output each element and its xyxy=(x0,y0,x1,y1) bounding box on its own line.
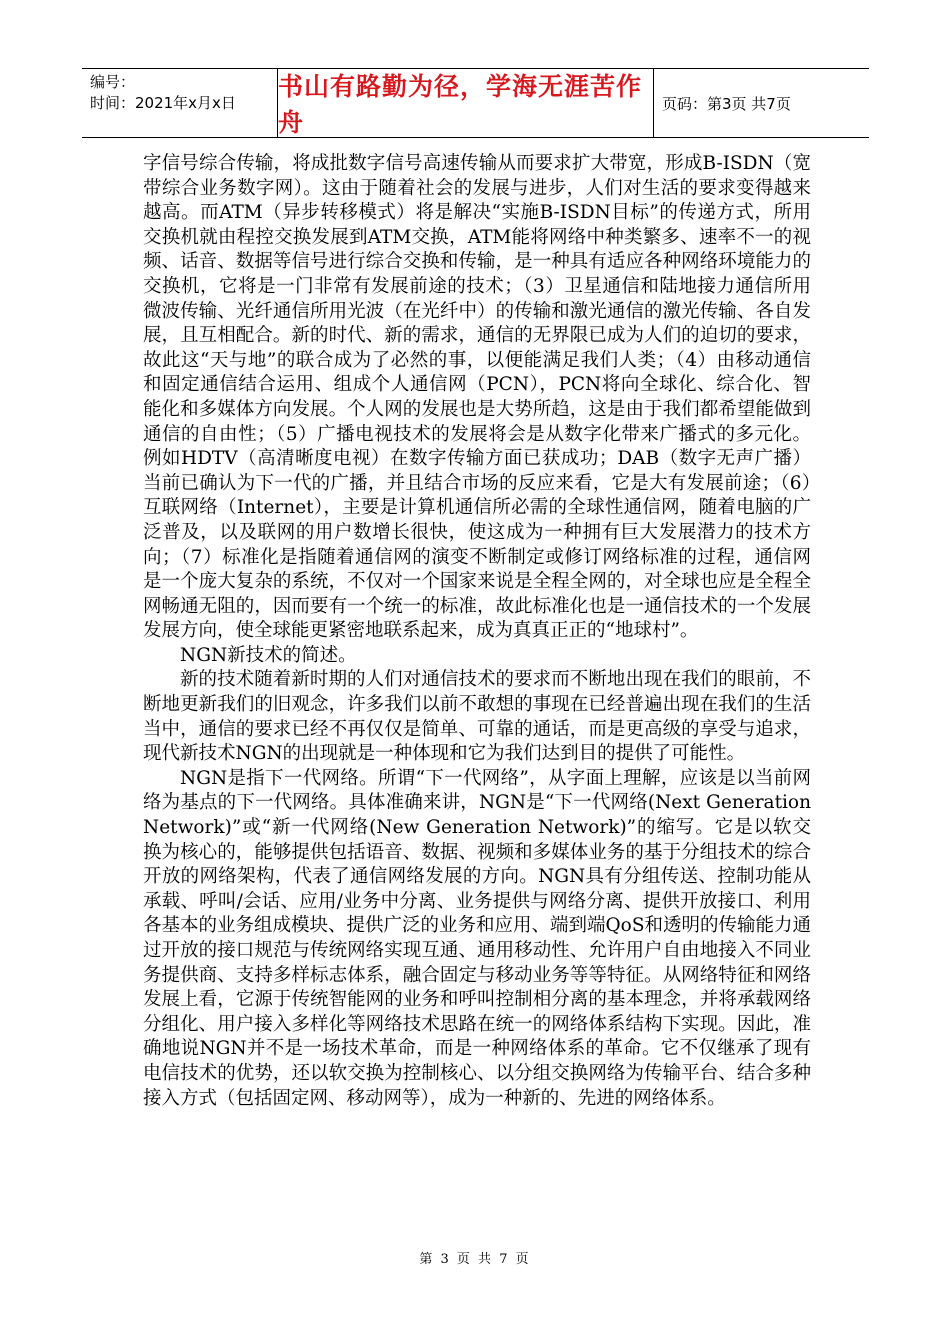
header-meta xyxy=(82,69,278,137)
section-heading-ngn: NGN新技术的简述。 xyxy=(180,644,357,666)
page-footer: 第 3 页 共 7 页 xyxy=(419,1252,531,1267)
body-paragraph: 字信号综合传输，将成批数字信号高速传输从而要求扩大带宽，形成B-ISDN（宽带综合业务数字网）。这由于随着社会的发展与进步，人们对生活的要求变得越来越高。而ATM（异步转移模式）将是解决“实施B-ISDN目标”的传递方式，所用交换机就由程控交换发展到ATM交换，ATM能将网络中种类繁多、速率不一的视频、话音、数据等信号进行综合交换和传输，是一种具有适应各种网络环境能力的交换机，它将是一门非常有发展前途的技术；（3）卫星通信和陆地接力通信所用微波传输、光纤通信所用光波（在光纤中）的传输和激光通信的激光传输、各自发展，且互相配合。新的时代、新的需求，通信的无界限已成为人们的迫切的要求，故此这“天与地”的联合成为了必然的事，以便能满足我们人类；（4）由移动通信和固定通信结合运用、组成个人通信网（PCN），PCN将向全球化、综合化、智能化和多媒体方向发展。个人网的发展也是大势所趋，这是由于我们都希望能做到通信的自由性；（5）广播电视技术的发展将会是从数字化带来广播式的多元化。例如HDTV（高清晰度电视）在数字传输方面已获成功；DAB（数字无声广播）当前已确认为下一代的广播，并且结合市场的反应来看，它是大有发展前途；（6）互联网络（Internet），主要是计算机通信所必需的全球性通信网，随着电脑的广泛普及，以及联网的用户数增长很快，使这成为一种拥有巨大发展潜力的技术方向；（7）标准化是指随着通信网的演变不断制定或修订网络标准的过程，通信网是一个庞大复杂的系统，不仅对一个国家来说是全程全网的，对全球也应是全程全网畅通无阻的，因而要有一个统一的标准，故此标准化也是一通信技术的一个发展发展方向，使全球能更紧密地联系起来，成为真真正正的“地球村”。 xyxy=(143,153,811,642)
document-time-label: 时间：2021年x月x日 xyxy=(90,94,236,112)
body-paragraph: 新的技术随着新时期的人们对通信技术的要求而不断地出现在我们的眼前，不断地更新我们的旧观念，许多我们以前不敢想的事现在已经普遍出现在我们的生活当中，通信的要求已经不再仅仅是简单、可靠的通话，而是更高级的享受与追求，现代新技术NGN的出现就是一种体现和它为我们达到目的提供了可能性。 xyxy=(143,669,811,765)
header-motto: 书山有路勤为径，学海无涯苦作舟 xyxy=(278,69,654,137)
document-number-label: 编号： xyxy=(90,73,136,91)
document-body xyxy=(143,152,811,1111)
header-page-info: 页码：第3页 共7页 xyxy=(662,94,791,113)
body-paragraph: NGN是指下一代网络。所谓“下一代网络”，从字面上理解，应该是以当前网络为基点的下一代网络。具体准确来讲，NGN是“下一代网络(Next Generation Network)”或“新一代网络(New Generation Network)”的缩写。它是以软交换为核心的，能够提供包括语音、数据、视频和多媒体业务的基于分组技术的综合开放的网络架构，代表了通信网络发展的方向。NGN具有分组传送、控制功能从承载、呼叫/会话、应用/业务中分离、业务提供与网络分离、提供开放接口、利用各基本的业务组成模块、提供广泛的业务和应用、端到端QoS和透明的传输能力通过开放的接口规范与传统网络实现互通、通用移动性、允许用户自由地接入不同业务提供商、支持多样标志体系，融合固定与移动业务等等特征。从网络特征和网络发展上看，它源于传统智能网的业务和呼叫控制相分离的基本理念，并将承载网络分组化、用户接入多样化等网络技术思路在统一的网络体系结构下实现。因此，准确地说NGN并不是一场技术革命，而是一种网络体系的革命。它不仅继承了现有电信技术的优势，还以软交换为控制核心、以分组交换网络为传输平台、结合多种接入方式（包括固定网、移动网等），成为一种新的、先进的网络体系。 xyxy=(143,767,811,1109)
page-header xyxy=(82,68,869,138)
